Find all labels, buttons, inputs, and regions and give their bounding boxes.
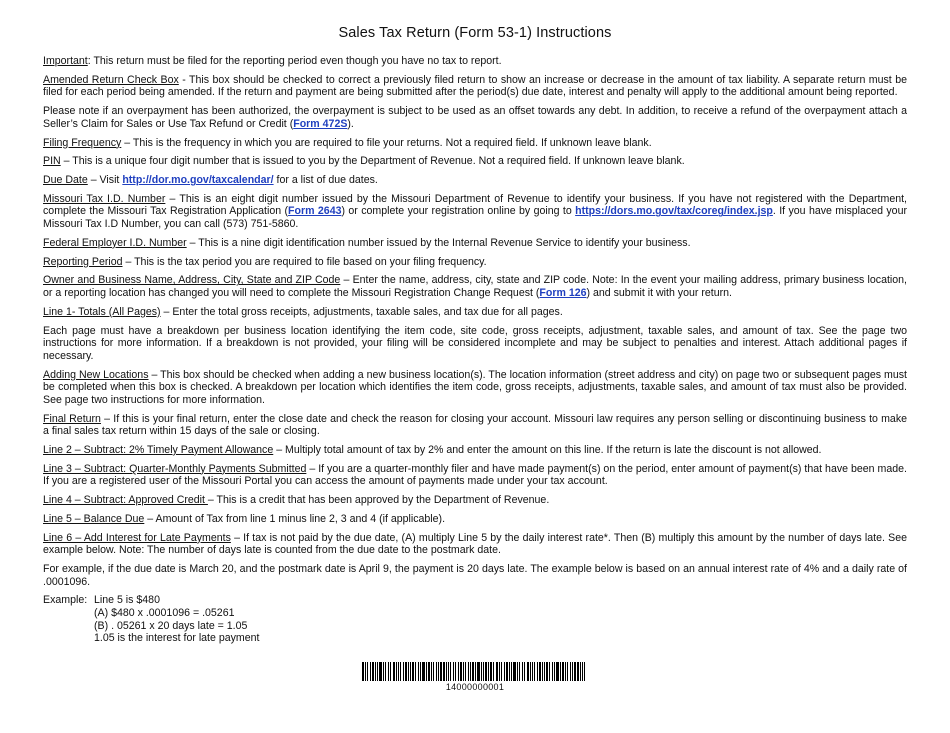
- owner-text-a: – Enter the name, address, city, state and ZIP code. Note: In the event your mailing address, primary business location, or a reporting location has changed you will need to complete the Missouri Registration Change Request (: [43, 274, 907, 299]
- important-paragraph: [43, 55, 907, 68]
- line5-label: Line 5 – Balance Due: [43, 512, 145, 525]
- line1-text: – Enter the total gross receipts, adjustments, taxable sales, and tax due for all pages.: [160, 305, 563, 318]
- example-line-2: (A) $480 x .0001096 = .05261: [94, 606, 235, 619]
- coreg-link[interactable]: https://dors.mo.gov/tax/coreg/index.jsp: [575, 205, 773, 218]
- fein-label: Federal Employer I.D. Number: [43, 236, 187, 249]
- form-2643-link[interactable]: Form 2643: [288, 205, 342, 218]
- tax-id-text-a: – This is an eight digit number issued by the Missouri Department of Revenue to identify your business. If you have not registered with the Department, complete the Missouri Tax Registration Application (: [43, 192, 907, 218]
- fein-text: – This is a nine digit identification number issued by the Internal Revenue Service to identify your business.: [186, 236, 691, 249]
- interest-example: [43, 594, 907, 644]
- overpayment-paragraph: [43, 105, 907, 130]
- new-locations-text: – This box should be checked when adding a new business location(s). The location information (street address and city) on page two or subsequent pages must be completed when this box is checked. A breakdown per location which identifies the item code, gross receipts, adjustments, taxable sales, and amount of tax must also be provided. See page two instructions for more information.: [43, 368, 907, 406]
- line3-paragraph: [43, 463, 907, 488]
- amended-paragraph: [43, 74, 907, 99]
- line5-paragraph: [43, 513, 907, 526]
- amended-text: - This box should be checked to correct a previously filed return to show an increase or decrease in the amount of tax liability. A separate return must be filed for each period being amended. If the return and payment are being submitted after the period(s) due date, interest and penalty will apply to the additional amount being reported.: [43, 73, 907, 99]
- fein-paragraph: [43, 237, 907, 250]
- example-row: [43, 594, 907, 607]
- breakdown-paragraph: Each page must have a breakdown per business location identifying the item code, site code, gross receipts, adjustment, taxable sales, and amount of tax. See the page two instructions for more information. If a breakdown is not provided, your filing will be considered incomplete and may be subject to penalties and interest. Attach additional pages if necessary.: [43, 324, 907, 362]
- example-line-1: Line 5 is $480: [94, 594, 160, 607]
- filing-frequency-label: Filing Frequency: [43, 136, 122, 149]
- reporting-period-text: – This is the tax period you are required to file based on your filing frequency.: [122, 255, 487, 268]
- pin-paragraph: [43, 155, 907, 168]
- barcode: [362, 662, 586, 681]
- new-locations-label: Adding New Locations: [43, 368, 149, 381]
- line6-paragraph: [43, 532, 907, 557]
- due-date-label: Due Date: [43, 174, 88, 187]
- pin-label: PIN: [43, 155, 61, 168]
- instructions-body: [43, 55, 907, 645]
- line2-text: – Multiply total amount of tax by 2% and enter the amount on this line. If the return is late the discount is not allowed.: [273, 443, 822, 456]
- line4-paragraph: [43, 494, 907, 507]
- owner-text-b: ) and submit it with your return.: [586, 287, 732, 299]
- line5-text: – Amount of Tax from line 1 minus line 2, 3 and 4 (if applicable).: [144, 512, 446, 525]
- line6-label: Line 6 – Add Interest for Late Payments: [43, 531, 231, 544]
- line4-text: – This is a credit that has been approved by the Department of Revenue.: [207, 494, 550, 507]
- reporting-period-paragraph: [43, 256, 907, 269]
- tax-id-text-c: . If you have misplaced your Missouri Tax I.D Number, you can call (573) 751-5860.: [43, 205, 907, 231]
- owner-paragraph: [43, 274, 907, 299]
- due-date-text-b: for a list of due dates.: [273, 174, 378, 187]
- overpayment-text-b: ).: [347, 117, 354, 130]
- reporting-period-label: Reporting Period: [43, 255, 123, 268]
- due-date-text-a: – Visit: [87, 174, 123, 187]
- line2-label: Line 2 – Subtract: 2% Timely Payment Allowance: [43, 443, 274, 456]
- tax-id-paragraph: [43, 193, 907, 231]
- important-label: Important: [43, 55, 88, 67]
- form-472s-link[interactable]: Form 472S: [293, 117, 348, 130]
- line1-label: Line 1- Totals (All Pages): [43, 305, 161, 318]
- for-example-paragraph: For example, if the due date is March 20, and the postmark date is April 9, the payment is 20 days late. The example below is based on an annual interest rate of 4% and a daily rate of .0001096.: [43, 562, 907, 588]
- final-return-label: Final Return: [43, 412, 101, 425]
- line2-paragraph: [43, 444, 907, 457]
- line3-label: Line 3 – Subtract: Quarter-Monthly Payments Submitted: [43, 462, 307, 475]
- important-text: : This return must be filed for the reporting period even though you have no tax to report.: [87, 55, 502, 67]
- example-line-4: 1.05 is the interest for late payment: [94, 632, 260, 645]
- final-return-paragraph: [43, 413, 907, 438]
- due-date-paragraph: [43, 174, 907, 187]
- filing-frequency-paragraph: [43, 137, 907, 150]
- line6-text: – If tax is not paid by the due date, (A) multiply Line 5 by the daily interest rate*. Then (B) multiply this amount by the number of days late. See example below. Note: The number of days late is counted from the due date to the postmark date.: [43, 531, 907, 557]
- amended-label: Amended Return Check Box: [43, 73, 179, 86]
- line1-paragraph: [43, 306, 907, 319]
- overpayment-text-a: Please note if an overpayment has been authorized, the overpayment is subject to be used as an offset towards any debt. In addition, to receive a refund of the overpayment attach a Seller’s Claim for Sales or Use Tax Refund or Credit (: [43, 105, 907, 130]
- form-126-link[interactable]: Form 126: [539, 287, 587, 299]
- filing-frequency-text: – This is the frequency in which you are required to file your returns. Not a required field. If unknown leave blank.: [121, 136, 652, 149]
- new-locations-paragraph: [43, 369, 907, 407]
- tax-calendar-link[interactable]: http://dor.mo.gov/taxcalendar/: [122, 174, 274, 187]
- final-return-text: – If this is your final return, enter the close date and check the reason for closing your account. Missouri law requires any person selling or discontinuing business to make a final sales tax return within 15 days of the sale or closing.: [43, 412, 908, 438]
- owner-label: Owner and Business Name, Address, City, State and ZIP Code: [43, 274, 341, 287]
- barcode-number: 14000000001: [445, 682, 505, 692]
- line3-text: – If you are a quarter-monthly filer and have made payment(s) on the period, enter amount of payment(s) that have been made. If you are a registered user of the Missouri Portal you can access the amount of payments made under your tax account.: [43, 462, 907, 488]
- line4-label: Line 4 – Subtract: Approved Credit: [43, 494, 208, 507]
- tax-id-label: Missouri Tax I.D. Number: [43, 192, 166, 205]
- tax-id-text-b: ) or complete your registration online by going to: [341, 205, 576, 218]
- example-label: Example:: [43, 594, 88, 607]
- page-title: Sales Tax Return (Form 53-1) Instructions: [338, 25, 612, 41]
- example-line-3: (B) . 05261 x 20 days late = 1.05: [94, 619, 248, 632]
- pin-text: – This is a unique four digit number that is issued to you by the Department of Revenue. Not a required field. If unknown leave blank.: [60, 155, 685, 168]
